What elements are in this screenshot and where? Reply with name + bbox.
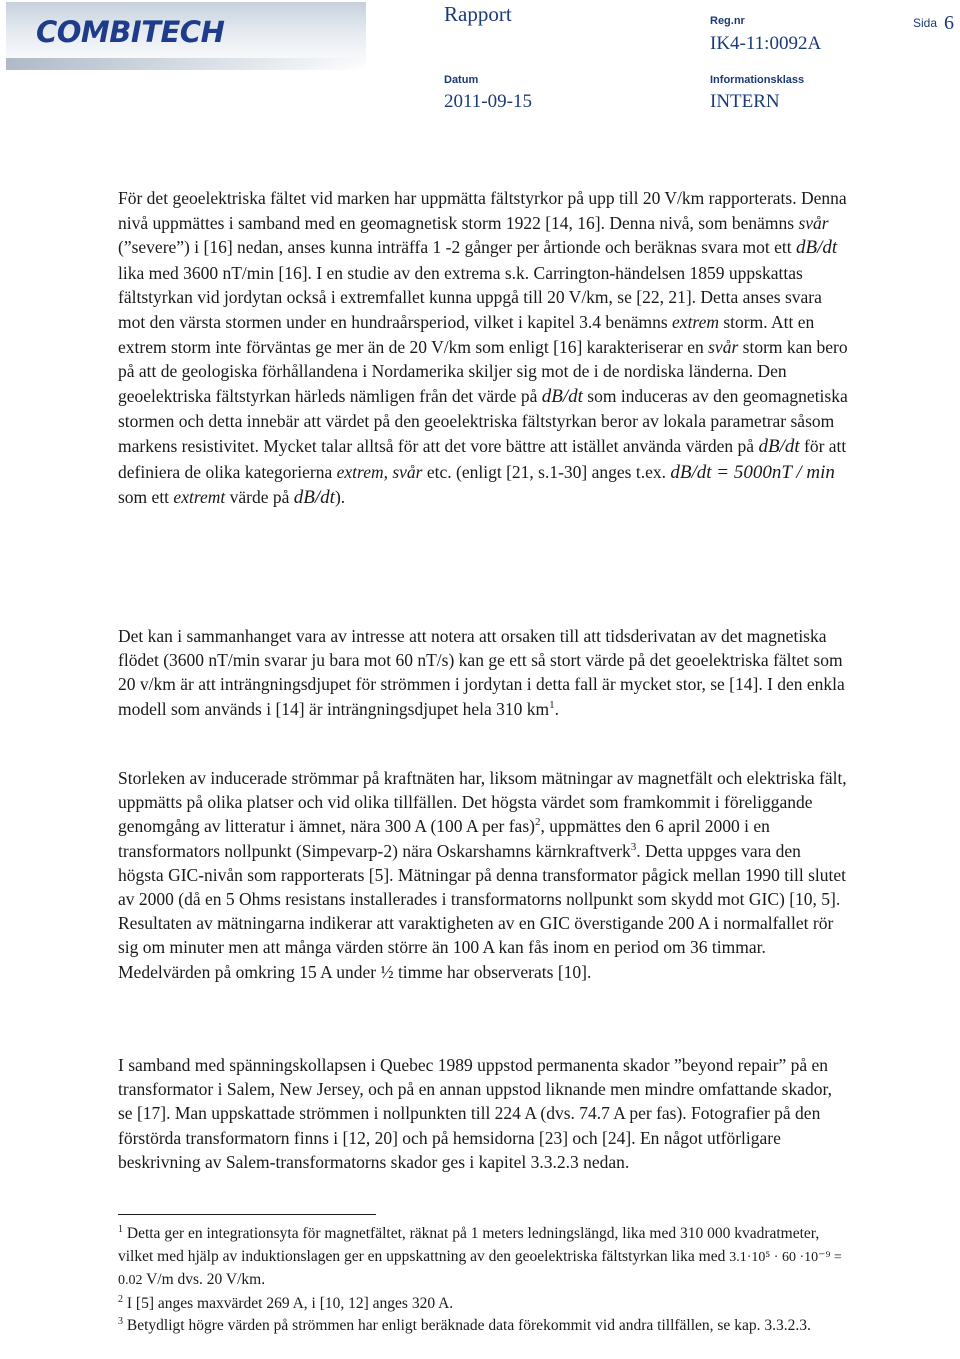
page-number: 6 [944, 12, 954, 34]
math-footnote-expression: 3.1·10⁵ · 60 ·10⁻⁹ = 0.02 [118, 1249, 842, 1288]
footnote-ref-3[interactable]: 3 [630, 840, 637, 853]
footnote-3: $^3$ Betydligt högre värden på strömmen har enligt beräknade data förekommit vid andra tillfällen, se kap. 3.3.2.3. [118, 1315, 811, 1334]
info-class-label: Informationsklass [710, 74, 805, 86]
document-type: Rapport [444, 2, 512, 26]
math-dbdt-equation: dB/dt = 5000nT / min [670, 461, 835, 483]
paragraph-induced-currents: Storleken av inducerade strömmar på kraftnäten har, liksom mätningar av magnetfält och elektriska fält, uppmätts på olika platser och vid olika tillfällen. Det högsta värdet som framkommit i föreliggande genomgång av litteratur i ämnet, nära 300 A (100 A per fas)$^2$, uppmättes den 6 april 2000 i en transformators nollpunkt (Simpevarp-2) nära Oskarshamns kärnkraftverk$^3$. Detta uppges vara den högsta GIC-nivån som rapporterats [5]. Mätningar på denna transformator pågick mellan 1990 till slutet av 2000 (då en 5 Ohms resistans installerades i transformatorns nollpunkt som skydd mot GIC) [10, 5]. Resultaten av mätningarna indikerar att varaktigheten av en GIC överstigande 200 A i normalfallet rör sig om minuter men att många värden större än 100 A kan fås inom en period om 36 timmar. Medelvärden på omkring 15 A under ½ timme har observerats [10]. [118, 768, 847, 982]
math-dbdt: dB/dt [541, 385, 583, 407]
date-label: Datum [444, 74, 479, 86]
page-header [0, 0, 960, 120]
page-label: Sida [913, 16, 938, 30]
regnr-label: Reg.nr [710, 15, 745, 27]
logo-wordmark: COMBITECH [36, 15, 225, 49]
info-class-value: INTERN [710, 91, 780, 112]
regnr-value: IK4-11:0092A [710, 33, 822, 54]
footnote-separator [118, 1214, 376, 1215]
paragraph-quebec-collapse: I samband med spänningskollapsen i Quebec 1989 uppstod permanenta skador ”beyond repair” på en transformator i Salem, New Jersey, och på en annan uppstod liknande men mindre omfattande skador, se [17]. Man uppskattade strömmen i nollpunkten till 224 A (dvs. 74.7 A per fas). Fotografier på den förstörda transformatorn finns i [12, 20] och på hemsidorna [23] och [24]. En något utförligare beskrivning av Salem-transformatorns skador ges i kapitel 3.3.2.3 nedan. [118, 1055, 832, 1172]
footnote-1: $^1$ Detta ger en integrationsyta för magnetfältet, räknat på 1 meters ledningslängd, lika med 310 000 kvadratmeter, vilket med hjälp av induktionslagen ger en uppskattning av den geoelektriska fältstyrkan lika med 3.1·10⁵ · 60 ·10⁻⁹ = 0.02 V/m dvs. 20 V/km. [118, 1223, 842, 1288]
footnotes [118, 1223, 848, 1338]
paragraph-penetration-depth: Det kan i sammanhanget vara av intresse att notera att orsaken till att tidsderivatan av det magnetiska flödet (3600 nT/min svarar ju bara mot 60 nT/s) kan ge ett så stort värde på det geoelektriska fältet som 20 v/km är att inträngningsdjupet för strömmen i jordytan i detta fall är mycket stor, se [14]. I den enkla modell som används i [14] är inträngningsdjupet hela 310 $km^1$. [118, 626, 845, 719]
footnote-2: $^2$ I [5] anges maxvärdet 269 A, i [10, 12] anges 320 A. [118, 1293, 454, 1312]
footnote-ref-2[interactable]: 2 [534, 816, 541, 829]
math-dbdt: dB/dt [758, 435, 800, 457]
company-logo [6, 2, 366, 70]
date-value: 2011-09-15 [444, 91, 532, 112]
footnote-ref-1[interactable]: 1 [549, 698, 555, 711]
math-dbdt: dB/dt [796, 237, 838, 259]
paragraph-geoelectric-field: För det geoelektriska fältet vid marken har uppmätta fältstyrkor på upp till 20 V/km rapporterats. Denna nivå uppmättes i samband med en geomagnetisk storm 1922 [14, 16]. Denna nivå, som benämns svår (”severe”) i [16] nedan, anses kunna inträffa 1 -2 gånger per årtionde och beräknas svara mot ett dB/dt lika med 3600 nT/min [16]. I en studie av den extrema s.k. Carrington-händelsen 1859 uppskattas fältstyrkan vid jordytan också i extremfallet kunna uppgå till 20 V/km, se [22, 21]. Detta anses svara mot den värsta stormen under en hundraårsperiod, vilket i kapitel 3.4 benämns extrem storm. Att en extrem storm inte förväntas ge mer än de 20 V/km som enligt [16] karakteriserar en svår storm kan bero på att de geologiska förhållandena i Nordamerika skiljer sig mot de i de nordiska länderna. Den geoelektriska fältstyrkan härleds nämligen från det värde på dB/dt som induceras av den geomagnetiska stormen och detta innebär att värdet på den geoelektriska fältstyrkan beror av lokala parametrar såsom markens resistivitet. Mycket talar alltså för att det vore bättre att istället använda värden på dB/dt för att definiera de olika kategorierna extrem, svår etc. (enligt [21, s.1-30] anges t.ex. dB/dt = 5000nT / min som ett extremt värde på dB/dt). [118, 188, 848, 509]
math-dbdt: dB/dt [293, 487, 335, 509]
